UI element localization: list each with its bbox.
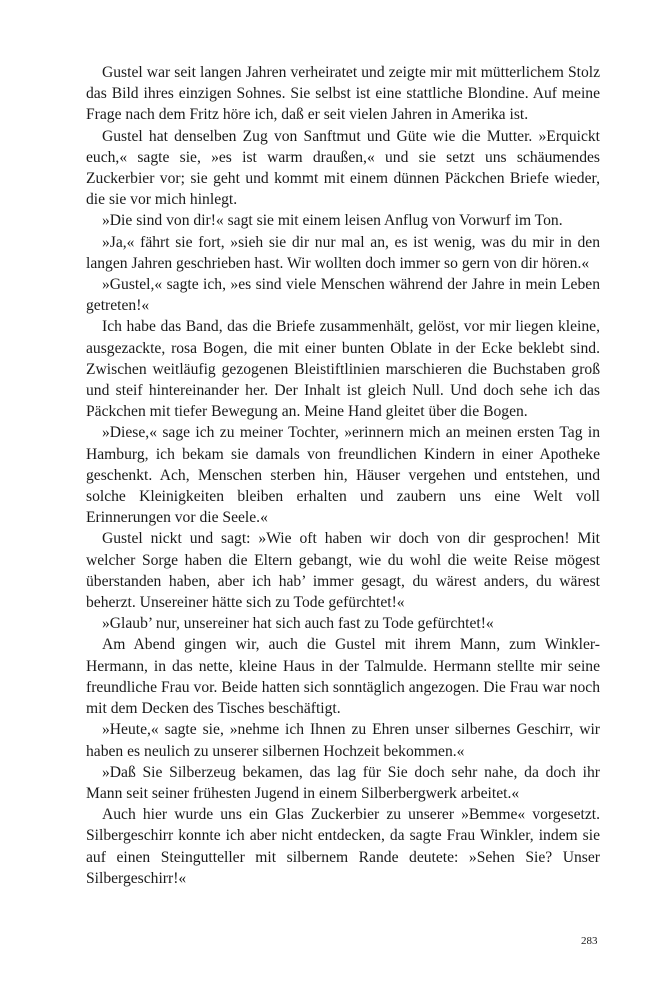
paragraph: »Die sind von dir!« sagt sie mit einem leisen Anflug von Vorwurf im Ton. [102, 212, 563, 230]
page-number: 283 [581, 935, 598, 947]
paragraph: »Diese,« sage ich zu meiner Tochter, »erinnern mich an meinen ersten Tag in Hamburg, ich bekam sie damals von freundlichen Kindern in einer Apotheke geschenkt. Ach, Menschen sterben hin, Häuser vergehen und entstehen, und solche Kleinigkeiten bleiben erhalten und zaubern uns eine Welt voll Erinnerungen vor die Seele.« [86, 424, 600, 527]
paragraph: Gustel war seit langen Jahren verheiratet und zeigte mir mit mütterlichem Stolz das Bild ihres einzigen Sohnes. Sie selbst ist eine stattliche Blondine. Auf meine Frage nach dem Fritz höre ich, daß er seit vielen Jahren in Amerika ist. [86, 64, 600, 124]
body-text [86, 62, 600, 889]
paragraph: »Daß Sie Silberzeug bekamen, das lag für Sie doch sehr nahe, da doch ihr Mann seit seiner frühesten Jugend in einem Silberbergwerk arbeitet.« [86, 763, 600, 802]
paragraph: »Gustel,« sagte ich, »es sind viele Menschen während der Jahre in mein Leben getreten!« [86, 276, 600, 315]
paragraph: Gustel hat denselben Zug von Sanftmut und Güte wie die Mutter. »Erquickt euch,« sagte sie, »es ist warm draußen,« und sie setzt uns schäumendes Zuckerbier vor; sie geht und kommt mit einem dünnen Päckchen Briefe wieder, die sie vor mich hinlegt. [86, 127, 600, 209]
paragraph: »Heute,« sagte sie, »nehme ich Ihnen zu Ehren unser silbernes Geschirr, wir haben es neulich zu unserer silbernen Hochzeit bekommen.« [86, 721, 600, 760]
paragraph: Am Abend gingen wir, auch die Gustel mit ihrem Mann, zum Winkler-Hermann, in das nette, kleine Haus in der Talmulde. Hermann stellte mir seine freundliche Frau vor. Beide hatten sich sonntäglich angezogen. Die Frau war noch mit dem Decken des Tisches beschäftigt. [86, 636, 600, 718]
paragraph: »Ja,« fährt sie fort, »sieh sie dir nur mal an, es ist wenig, was du mir in den langen Jahren geschrieben hast. Wir wollten doch immer so gern von dir hören.« [86, 233, 600, 272]
paragraph: Gustel nickt und sagt: »Wie oft haben wir doch von dir gesprochen! Mit welcher Sorge haben die Eltern gebangt, wie du wohl die weite Reise mögest überstanden haben, aber ich hab’ immer gesagt, du wärest anders, du wärest beherzt. Unsereiner hätte sich zu Tode gefürchtet!« [86, 530, 600, 612]
paragraph: Auch hier wurde uns ein Glas Zuckerbier zu unserer »Bemme« vorgesetzt. Silbergeschirr konnte ich aber nicht entdecken, da sagte Frau Winkler, indem sie auf einen Steingutteller mit silbernem Rande deutete: »Sehen Sie? Unser Silbergeschirr!« [86, 806, 600, 887]
paragraph: Ich habe das Band, das die Briefe zusammenhält, gelöst, vor mir liegen kleine, ausgezackte, rosa Bogen, die mit einer bunten Oblate in der Ecke beklebt sind. Zwischen weitläufig gezogenen Bleistiftlinien marschieren die Buchstaben groß und steif hintereinander her. Der Inhalt ist gleich Null. Und doch sehe ich das Päckchen mit tiefer Bewegung an. Meine Hand gleitet über die Bogen. [86, 318, 600, 421]
paragraph: »Glaub’ nur, unsereiner hat sich auch fast zu Tode gefürchtet!« [102, 615, 494, 633]
